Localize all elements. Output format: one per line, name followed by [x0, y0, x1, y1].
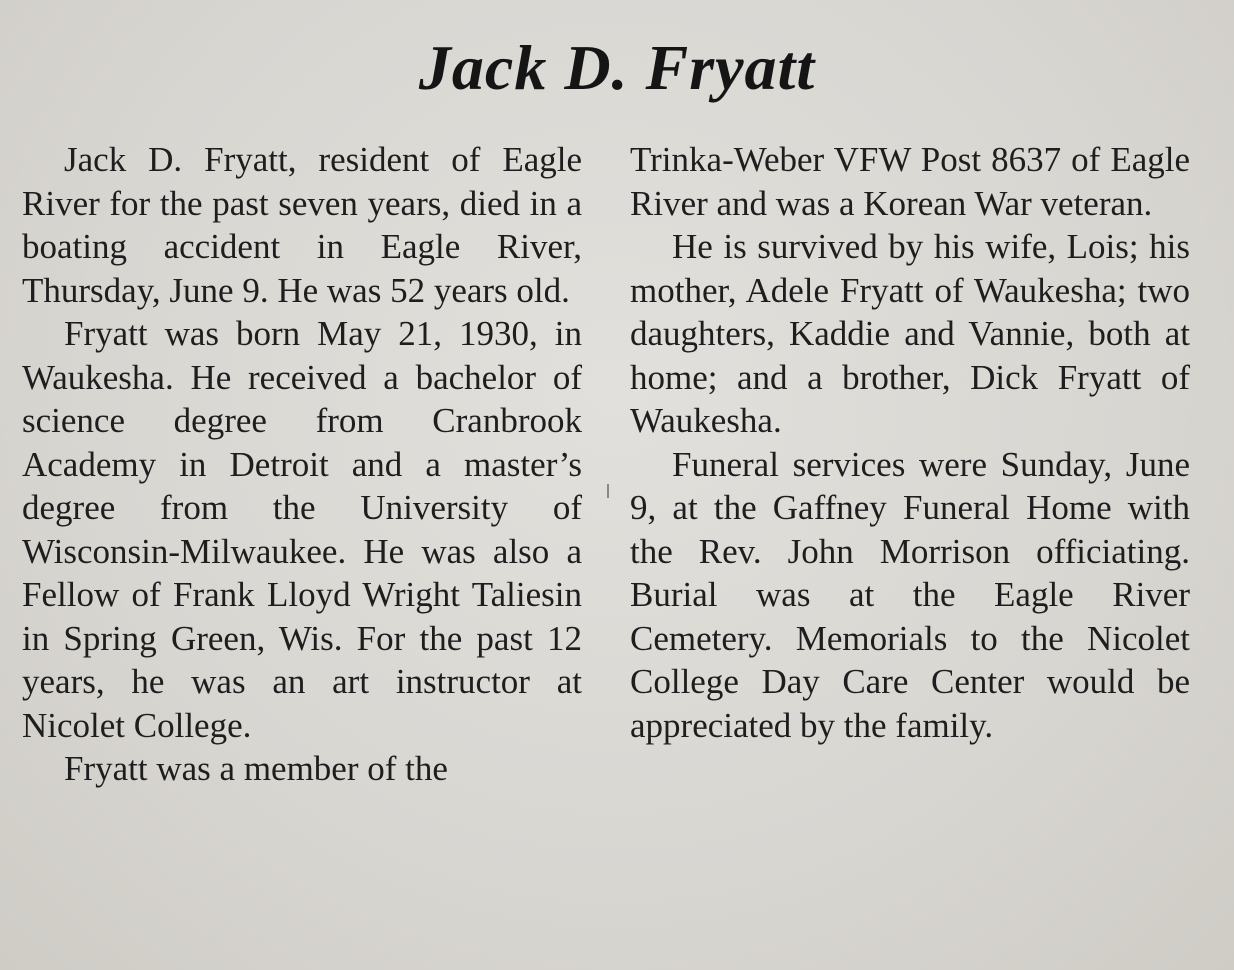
obituary-headline: Jack D. Fryatt — [418, 32, 816, 103]
obituary-paragraph-biography: Fryatt was born May 21, 1930, in Waukesha. He received a bachelor of science degree from Cranbrook Academy in Detroit and a master’s degree from the University of Wisconsin-Milwaukee. He was also a Fellow of Frank Lloyd Wright Taliesin in Spring Green, Wis. For the past 12 years, he was an art instructor at Nicolet College. — [22, 314, 582, 745]
obituary-paragraph-services: Funeral services were Sunday, June 9, at the Gaffney Funeral Home with the Rev. John Morrison officiating. Burial was at the Eagle River Cemetery. Memorials to the Nicolet College Day Care Center would be appreciated by the family. — [630, 444, 1190, 745]
obituary-paragraph-survivors: He is survived by his wife, Lois; his mother, Adele Fryatt of Waukesha; two daughters, Kaddie and Vannie, both at home; and a brother, Dick Fryatt of Waukesha. — [630, 227, 1190, 440]
left-column — [22, 138, 582, 791]
right-column — [630, 138, 1190, 747]
column-divider-speck — [607, 484, 609, 498]
obituary-paragraph-membership-start: Fryatt was a member of the — [64, 749, 448, 788]
obituary-paragraph-death: Jack D. Fryatt, resident of Eagle River for the past seven years, died in a boating accident in Eagle River, Thursday, June 9. He was 52 years old. — [22, 140, 582, 310]
obituary-paragraph-membership-continued: Trinka-Weber VFW Post 8637 of Eagle River and was a Korean War veteran. — [630, 140, 1190, 223]
